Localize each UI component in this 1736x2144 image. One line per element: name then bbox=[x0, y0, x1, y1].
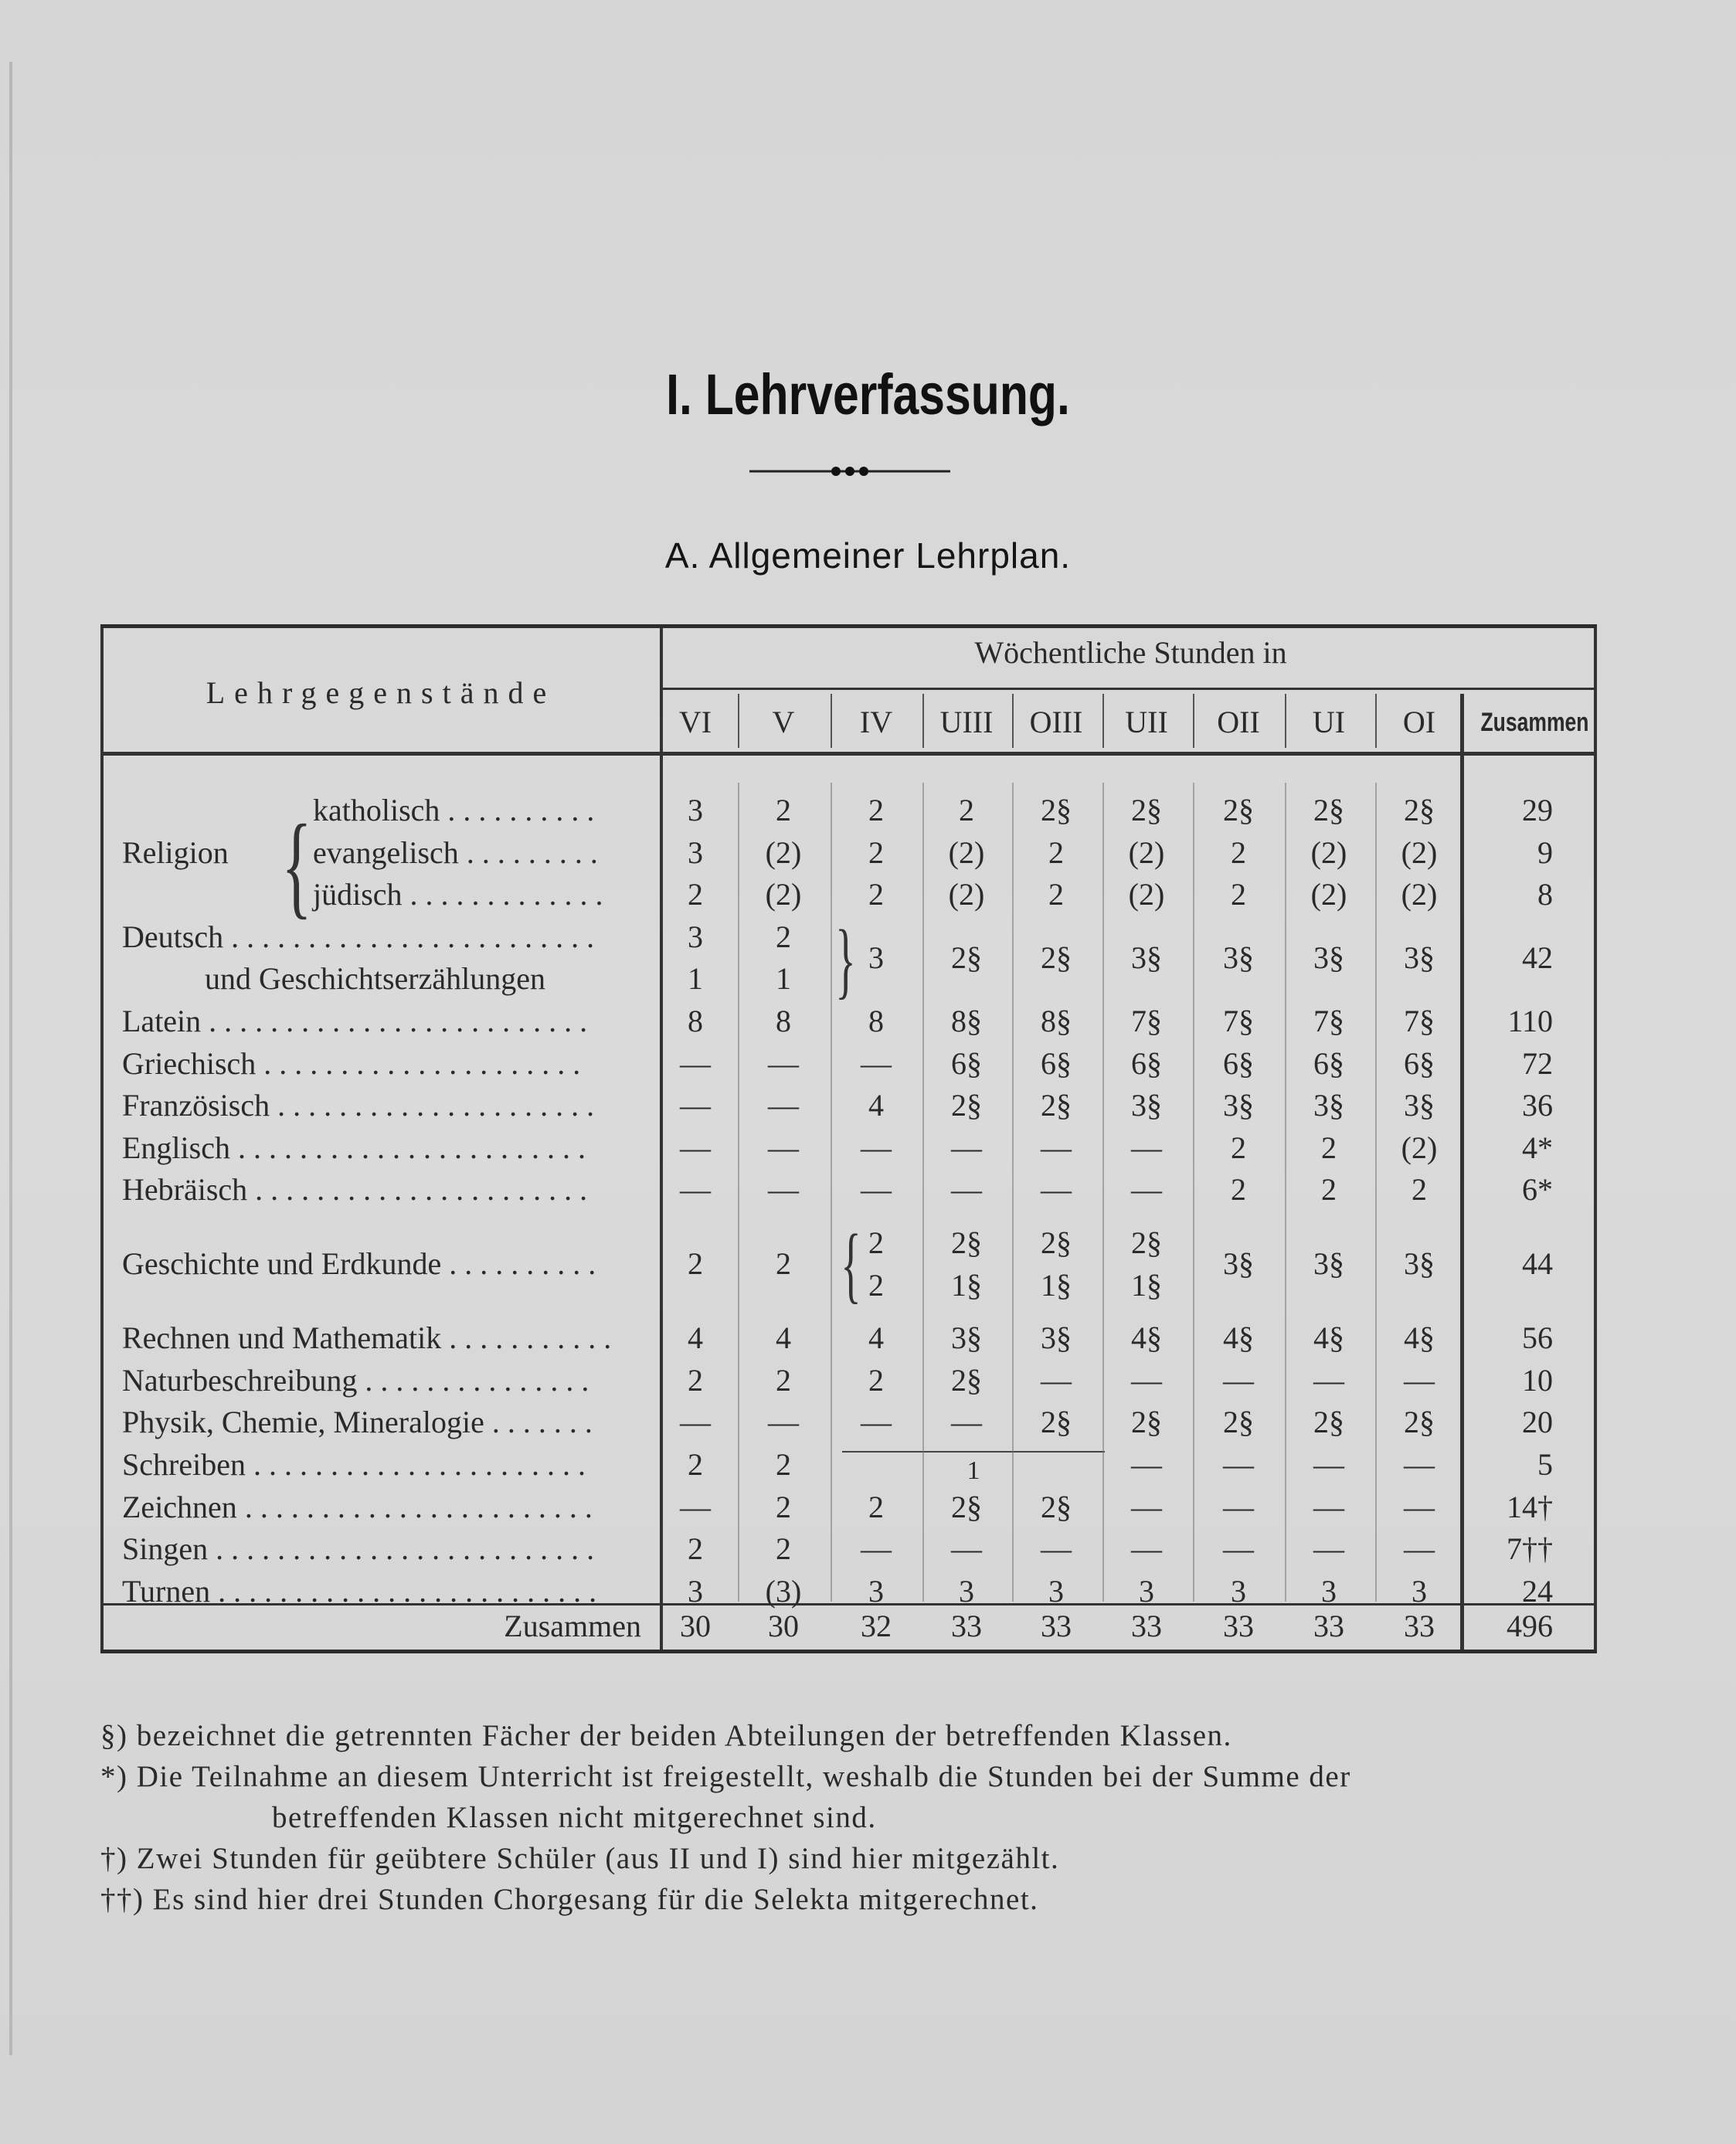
table-cell: 2 bbox=[776, 793, 791, 827]
table-cell: 4 bbox=[868, 1088, 884, 1123]
table-cell: 2§ bbox=[1131, 1405, 1162, 1440]
table-cell: — bbox=[1223, 1489, 1254, 1524]
table-cell: — bbox=[951, 1531, 982, 1567]
table-cell: 33 bbox=[951, 1609, 982, 1643]
table-cell: 2§ bbox=[951, 1362, 982, 1398]
table-cell: 8§ bbox=[1041, 1004, 1072, 1038]
table-cell: 2 bbox=[776, 919, 791, 954]
table-cell: 2§ bbox=[1223, 1405, 1254, 1440]
table-cell: — bbox=[861, 1172, 892, 1208]
table-cell: 2§ bbox=[1404, 793, 1435, 827]
table-cell: 2§ bbox=[1041, 940, 1072, 976]
table-cell: — bbox=[861, 1130, 892, 1165]
table-cell: — bbox=[951, 1130, 982, 1165]
leader-dots: ..................... bbox=[263, 1045, 589, 1081]
table-cell: 32 bbox=[861, 1609, 892, 1643]
table-cell: 7§ bbox=[1131, 1004, 1162, 1038]
table-cell: — bbox=[1041, 1130, 1072, 1165]
row-label: Griechisch ..................... bbox=[122, 1045, 589, 1081]
table-cell: — bbox=[1041, 1362, 1072, 1398]
table-cell: 2 bbox=[776, 1489, 791, 1524]
lehrplan-table bbox=[100, 624, 1597, 1653]
column-separator bbox=[831, 694, 832, 748]
footnote-text: bezeichnet die getrennten Fächer der beiden Abteilungen der betreffenden Klassen. bbox=[136, 1719, 1232, 1752]
table-cell: 3§ bbox=[1404, 940, 1435, 976]
leader-dots: ...................... bbox=[255, 1172, 596, 1208]
column-header-vi: VI bbox=[678, 705, 712, 739]
leader-dots: ......................... bbox=[209, 1004, 596, 1038]
table-cell: 6§ bbox=[951, 1045, 982, 1081]
table-cell: 2 bbox=[868, 877, 884, 912]
leader-dots: ............... bbox=[365, 1362, 597, 1398]
column-separator bbox=[738, 783, 739, 1602]
column-separator bbox=[1375, 783, 1377, 1602]
table-cell: (2) bbox=[765, 834, 802, 870]
table-cell: 30 bbox=[680, 1609, 711, 1643]
leader-dots: ....................... bbox=[244, 1489, 600, 1524]
religion-sub-label: katholisch .......... bbox=[313, 793, 603, 827]
table-cell: (2) bbox=[1401, 1130, 1438, 1165]
table-cell: — bbox=[1313, 1489, 1344, 1524]
table-cell: — bbox=[680, 1130, 711, 1165]
footnote-mark: †) bbox=[100, 1842, 128, 1875]
table-cell: 1§ bbox=[951, 1267, 982, 1303]
row-label: Physik, Chemie, Mineralogie ....... bbox=[122, 1405, 600, 1440]
footnote-section-mark bbox=[100, 1715, 1607, 1756]
table-cell: 4 bbox=[688, 1320, 703, 1356]
leader-dots: ......................... bbox=[216, 1531, 603, 1567]
religion-sub-label: jüdisch ............. bbox=[313, 877, 611, 912]
total-cell: 8 bbox=[1537, 877, 1553, 912]
table-cell: — bbox=[680, 1088, 711, 1123]
table-cell: 2 bbox=[868, 1267, 884, 1303]
table-cell: — bbox=[861, 1405, 892, 1440]
row-label: Deutsch ........................ bbox=[122, 919, 603, 954]
table-cell: — bbox=[1223, 1362, 1254, 1398]
column-header-v: V bbox=[772, 705, 795, 739]
table-cell: 2 bbox=[688, 1246, 703, 1282]
leader-dots: ........... bbox=[449, 1320, 620, 1356]
table-cell: 2§ bbox=[1131, 793, 1162, 827]
footnotes bbox=[100, 1715, 1607, 1920]
column-separator bbox=[1102, 783, 1104, 1602]
column-separator bbox=[738, 694, 739, 748]
page-title: I. Lehrverfassung. bbox=[666, 362, 1070, 426]
table-cell: 3 bbox=[688, 834, 703, 870]
table-cell: 8§ bbox=[951, 1004, 982, 1038]
table-cell: — bbox=[1404, 1531, 1435, 1567]
total-cell: 6* bbox=[1522, 1172, 1553, 1208]
table-cell: 3§ bbox=[1313, 940, 1344, 976]
table-cell: 2 bbox=[776, 1447, 791, 1482]
corner-header: Lehrgegenstände bbox=[206, 675, 556, 710]
table-cell: 8 bbox=[868, 1004, 884, 1038]
column-separator bbox=[1193, 694, 1194, 748]
table-cell: 2 bbox=[868, 1489, 884, 1524]
table-cell: (2) bbox=[1310, 834, 1347, 870]
total-cell: 56 bbox=[1522, 1320, 1553, 1356]
column-separator bbox=[1285, 783, 1286, 1602]
column-header-oiii: OIII bbox=[1029, 705, 1083, 739]
table-cell: 2§ bbox=[951, 940, 982, 976]
section-subtitle: A. Allgemeiner Lehrplan. bbox=[664, 535, 1072, 576]
table-cell: 2§ bbox=[1131, 1225, 1162, 1260]
table-cell: (2) bbox=[1128, 834, 1165, 870]
table-cell: — bbox=[768, 1172, 799, 1208]
table-cell: — bbox=[1223, 1447, 1254, 1482]
table-cell: — bbox=[680, 1489, 711, 1524]
leader-dots: ..................... bbox=[277, 1088, 603, 1123]
table-cell: — bbox=[951, 1405, 982, 1440]
leader-dots: ...................... bbox=[253, 1447, 593, 1482]
table-cell: 2 bbox=[776, 1246, 791, 1282]
total-cell: 72 bbox=[1522, 1045, 1553, 1081]
table-cell: — bbox=[680, 1405, 711, 1440]
table-cell: 33 bbox=[1041, 1609, 1072, 1643]
table-cell: (2) bbox=[1310, 877, 1347, 912]
total-cell: 10 bbox=[1522, 1362, 1553, 1398]
leader-dots: ......................... bbox=[218, 1573, 605, 1609]
table-cell: 2§ bbox=[1041, 1088, 1072, 1123]
column-separator bbox=[922, 694, 924, 748]
table-cell: (2) bbox=[1401, 877, 1438, 912]
table-cell: — bbox=[1131, 1130, 1162, 1165]
table-cell: 2 bbox=[688, 1447, 703, 1482]
table-cell: 2 bbox=[1048, 877, 1064, 912]
table-cell: 2 bbox=[688, 1531, 703, 1567]
total-cell: 5 bbox=[1537, 1447, 1553, 1482]
table-cell: — bbox=[1404, 1447, 1435, 1482]
table-cell: 33 bbox=[1223, 1609, 1254, 1643]
leader-dots: ....... bbox=[491, 1405, 600, 1440]
table-cell: 3 bbox=[868, 1573, 884, 1609]
table-cell: — bbox=[768, 1088, 799, 1123]
table-cell: — bbox=[951, 1172, 982, 1208]
page-edge-shadow bbox=[9, 62, 12, 2055]
table-cell: 8 bbox=[776, 1004, 791, 1038]
column-header-ui: UI bbox=[1312, 705, 1346, 739]
table-cell: 3 bbox=[959, 1573, 974, 1609]
table-cell: 6§ bbox=[1223, 1045, 1254, 1081]
row-label: Englisch ....................... bbox=[122, 1130, 593, 1165]
table-cell: — bbox=[680, 1045, 711, 1081]
column-separator bbox=[922, 783, 924, 1602]
table-cell: 7§ bbox=[1223, 1004, 1254, 1038]
total-cell: 29 bbox=[1522, 793, 1553, 827]
table-cell: 3 bbox=[1321, 1573, 1337, 1609]
table-cell: 2 bbox=[776, 1531, 791, 1567]
table-cell: 7§ bbox=[1313, 1004, 1344, 1038]
table-cell: 3§ bbox=[951, 1320, 982, 1356]
footnote-double-dagger bbox=[100, 1879, 1607, 1920]
table-cell: 2§ bbox=[1041, 1225, 1072, 1260]
total-cell: 44 bbox=[1522, 1246, 1553, 1282]
table-cell: — bbox=[1404, 1489, 1435, 1524]
table-cell: 2§ bbox=[951, 1225, 982, 1260]
table-cell: 3 bbox=[1231, 1573, 1246, 1609]
table-cell: 3 bbox=[688, 919, 703, 954]
footnote-mark: *) bbox=[100, 1760, 128, 1793]
leader-dots: ....................... bbox=[237, 1130, 593, 1165]
row-label: Hebräisch ...................... bbox=[122, 1172, 596, 1208]
table-cell: 2 bbox=[1231, 877, 1246, 912]
table-cell: 2 bbox=[959, 793, 974, 827]
table-cell: 3§ bbox=[1313, 1246, 1344, 1282]
left-brace-icon: { bbox=[841, 1217, 861, 1311]
column-header-total: Zusammen bbox=[1480, 708, 1589, 737]
row-sublabel: und Geschichtserzählungen bbox=[205, 961, 545, 997]
group-header: Wöchentliche Stunden in bbox=[974, 635, 1287, 670]
total-cell: 20 bbox=[1522, 1405, 1553, 1440]
footnote-text: Zwei Stunden für geübtere Schüler (aus II und I) sind hier mitgezählt. bbox=[136, 1842, 1060, 1875]
table-cell: 3§ bbox=[1313, 1088, 1344, 1123]
table-cell: (2) bbox=[1401, 834, 1438, 870]
table-cell: 6§ bbox=[1313, 1045, 1344, 1081]
table-cell: — bbox=[1131, 1489, 1162, 1524]
column-separator bbox=[1285, 694, 1286, 748]
leader-dots: .......... bbox=[449, 1246, 604, 1282]
table-cell: 3 bbox=[868, 940, 884, 976]
table-cell: 7§ bbox=[1404, 1004, 1435, 1038]
table-cell: 4§ bbox=[1131, 1320, 1162, 1356]
table-cell: (2) bbox=[1128, 877, 1165, 912]
table-cell: 2§ bbox=[1041, 793, 1072, 827]
leader-dots: ......... bbox=[466, 834, 606, 870]
table-cell: — bbox=[1313, 1447, 1344, 1482]
table-cell: — bbox=[1131, 1362, 1162, 1398]
table-cell: 2§ bbox=[1313, 793, 1344, 827]
table-cell: — bbox=[1131, 1531, 1162, 1567]
group-header-rule bbox=[663, 688, 1594, 690]
religion-label: Religion bbox=[122, 834, 229, 870]
footnote-text: Es sind hier drei Stunden Chorgesang für die Selekta mitgerechnet. bbox=[152, 1883, 1039, 1916]
column-header-oii: OII bbox=[1217, 705, 1260, 739]
column-separator bbox=[1102, 694, 1104, 748]
column-separator bbox=[1012, 783, 1014, 1602]
table-cell: 3§ bbox=[1041, 1320, 1072, 1356]
table-cell: 2 bbox=[1412, 1172, 1427, 1208]
table-cell: — bbox=[1131, 1447, 1162, 1482]
footnote-mark: §) bbox=[100, 1719, 128, 1752]
table-cell: 33 bbox=[1313, 1609, 1344, 1643]
footnote-asterisk-continued bbox=[100, 1797, 1607, 1838]
total-cell: 14† bbox=[1507, 1489, 1553, 1524]
total-cell: 110 bbox=[1507, 1004, 1553, 1038]
leader-dots: ........................ bbox=[231, 919, 603, 954]
column-separator bbox=[1012, 694, 1014, 748]
left-brace-icon: { bbox=[281, 801, 312, 929]
table-cell: 4§ bbox=[1404, 1320, 1435, 1356]
table-cell: 1§ bbox=[1041, 1267, 1072, 1303]
row-label: Französisch ..................... bbox=[122, 1088, 603, 1123]
table-cell: — bbox=[861, 1045, 892, 1081]
table-cell: 2 bbox=[1048, 834, 1064, 870]
table-cell: — bbox=[1223, 1531, 1254, 1567]
table-cell: — bbox=[768, 1045, 799, 1081]
header-bottom-rule bbox=[100, 752, 1594, 756]
table-cell: 2§ bbox=[1313, 1405, 1344, 1440]
table-cell: 1§ bbox=[1131, 1267, 1162, 1303]
table-cell: (3) bbox=[765, 1573, 802, 1609]
table-cell: — bbox=[1041, 1531, 1072, 1567]
table-cell: 2§ bbox=[951, 1489, 982, 1524]
table-cell: — bbox=[680, 1172, 711, 1208]
table-cell: 1 bbox=[776, 961, 791, 997]
footnote-mark: ††) bbox=[100, 1883, 144, 1916]
table-cell: — bbox=[1404, 1362, 1435, 1398]
row-label: Naturbeschreibung ............... bbox=[122, 1362, 597, 1398]
total-cell: 496 bbox=[1507, 1609, 1553, 1643]
total-cell: 9 bbox=[1537, 834, 1553, 870]
table-cell: 3 bbox=[688, 793, 703, 827]
table-right-border bbox=[1594, 628, 1597, 1650]
table-cell: — bbox=[1131, 1172, 1162, 1208]
sum-row-label: Zusammen bbox=[504, 1609, 641, 1643]
leader-dots: ............. bbox=[409, 877, 611, 912]
total-cell: 4* bbox=[1522, 1130, 1553, 1165]
table-cell: 2 bbox=[776, 1362, 791, 1398]
row-label: Rechnen und Mathematik ........... bbox=[122, 1320, 620, 1356]
table-cell: 1 bbox=[688, 961, 703, 997]
table-cell: 30 bbox=[768, 1609, 799, 1643]
table-cell: (2) bbox=[948, 877, 985, 912]
footnote-text: Die Teilnahme an diesem Unterricht ist freigestellt, weshalb die Stunden bei der Summe der bbox=[136, 1760, 1351, 1793]
table-cell: 4§ bbox=[1313, 1320, 1344, 1356]
row-label: Schreiben ...................... bbox=[122, 1447, 593, 1482]
total-cell: 24 bbox=[1522, 1573, 1553, 1609]
table-cell: — bbox=[1313, 1362, 1344, 1398]
table-cell: 2 bbox=[1321, 1172, 1337, 1208]
table-cell: 2 bbox=[868, 793, 884, 827]
table-cell: 4§ bbox=[1223, 1320, 1254, 1356]
table-cell: 2 bbox=[688, 1362, 703, 1398]
total-cell: 36 bbox=[1522, 1088, 1553, 1123]
table-cell: 3§ bbox=[1131, 1088, 1162, 1123]
table-cell: 3§ bbox=[1223, 1246, 1254, 1282]
table-cell: 3§ bbox=[1131, 940, 1162, 976]
column-header-uiii: UIII bbox=[939, 705, 994, 739]
table-cell: 6§ bbox=[1131, 1045, 1162, 1081]
column-header-uii: UII bbox=[1125, 705, 1168, 739]
table-cell: 2§ bbox=[1041, 1405, 1072, 1440]
right-brace-icon: } bbox=[835, 912, 856, 1007]
table-cell: (2) bbox=[765, 877, 802, 912]
table-cell: 6§ bbox=[1404, 1045, 1435, 1081]
table-cell: — bbox=[861, 1531, 892, 1567]
table-cell: 6§ bbox=[1041, 1045, 1072, 1081]
table-cell: 2 bbox=[868, 1362, 884, 1398]
table-cell: 3§ bbox=[1404, 1088, 1435, 1123]
table-cell: 33 bbox=[1131, 1609, 1162, 1643]
table-cell: 3 bbox=[1412, 1573, 1427, 1609]
column-separator bbox=[1375, 694, 1377, 748]
table-cell: 4 bbox=[868, 1320, 884, 1356]
combined-cell: 1 bbox=[967, 1456, 980, 1485]
table-cell: 2 bbox=[1231, 1172, 1246, 1208]
total-cell: 7†† bbox=[1507, 1531, 1553, 1567]
table-cell: — bbox=[1313, 1531, 1344, 1567]
table-cell: 4 bbox=[776, 1320, 791, 1356]
column-separator bbox=[831, 783, 832, 1602]
row-label: Geschichte und Erdkunde .......... bbox=[122, 1246, 604, 1282]
table-cell: 3 bbox=[688, 1573, 703, 1609]
religion-sub-label: evangelisch ......... bbox=[313, 834, 606, 870]
footnote-text: betreffenden Klassen nicht mitgerechnet sind. bbox=[272, 1801, 877, 1834]
table-cell: 33 bbox=[1404, 1609, 1435, 1643]
row-label: Latein ......................... bbox=[122, 1004, 596, 1038]
row-label: Zeichnen ....................... bbox=[122, 1489, 600, 1524]
table-cell: 2 bbox=[1321, 1130, 1337, 1165]
table-cell: 2 bbox=[1231, 834, 1246, 870]
table-cell: — bbox=[1041, 1172, 1072, 1208]
table-cell: (2) bbox=[948, 834, 985, 870]
column-header-iv: IV bbox=[859, 705, 893, 739]
leader-dots: .......... bbox=[447, 793, 603, 827]
table-cell: — bbox=[768, 1405, 799, 1440]
footnote-dagger bbox=[100, 1838, 1607, 1879]
row-label: Singen ......................... bbox=[122, 1531, 603, 1567]
table-left-border bbox=[100, 628, 104, 1650]
table-cell: 3§ bbox=[1223, 940, 1254, 976]
column-header-oi: OI bbox=[1402, 705, 1436, 739]
column-separator bbox=[1193, 783, 1194, 1602]
row-label: Turnen ......................... bbox=[122, 1573, 605, 1609]
table-cell: — bbox=[768, 1130, 799, 1165]
table-cell: 2§ bbox=[1223, 793, 1254, 827]
footnote-asterisk bbox=[100, 1756, 1607, 1797]
table-cell: 2 bbox=[868, 1225, 884, 1260]
table-cell: 2§ bbox=[1041, 1489, 1072, 1524]
table-cell: 2 bbox=[868, 834, 884, 870]
table-cell: 2 bbox=[688, 877, 703, 912]
total-cell: 42 bbox=[1522, 940, 1553, 976]
table-cell: 2§ bbox=[1404, 1405, 1435, 1440]
table-cell: 2§ bbox=[951, 1088, 982, 1123]
ornament-divider-icon bbox=[749, 462, 950, 481]
table-cell: 3§ bbox=[1404, 1246, 1435, 1282]
table-cell: 2 bbox=[1231, 1130, 1246, 1165]
table-cell: 3§ bbox=[1223, 1088, 1254, 1123]
table-cell: 8 bbox=[688, 1004, 703, 1038]
table-cell: 3 bbox=[1048, 1573, 1064, 1609]
table-cell: 3 bbox=[1139, 1573, 1154, 1609]
